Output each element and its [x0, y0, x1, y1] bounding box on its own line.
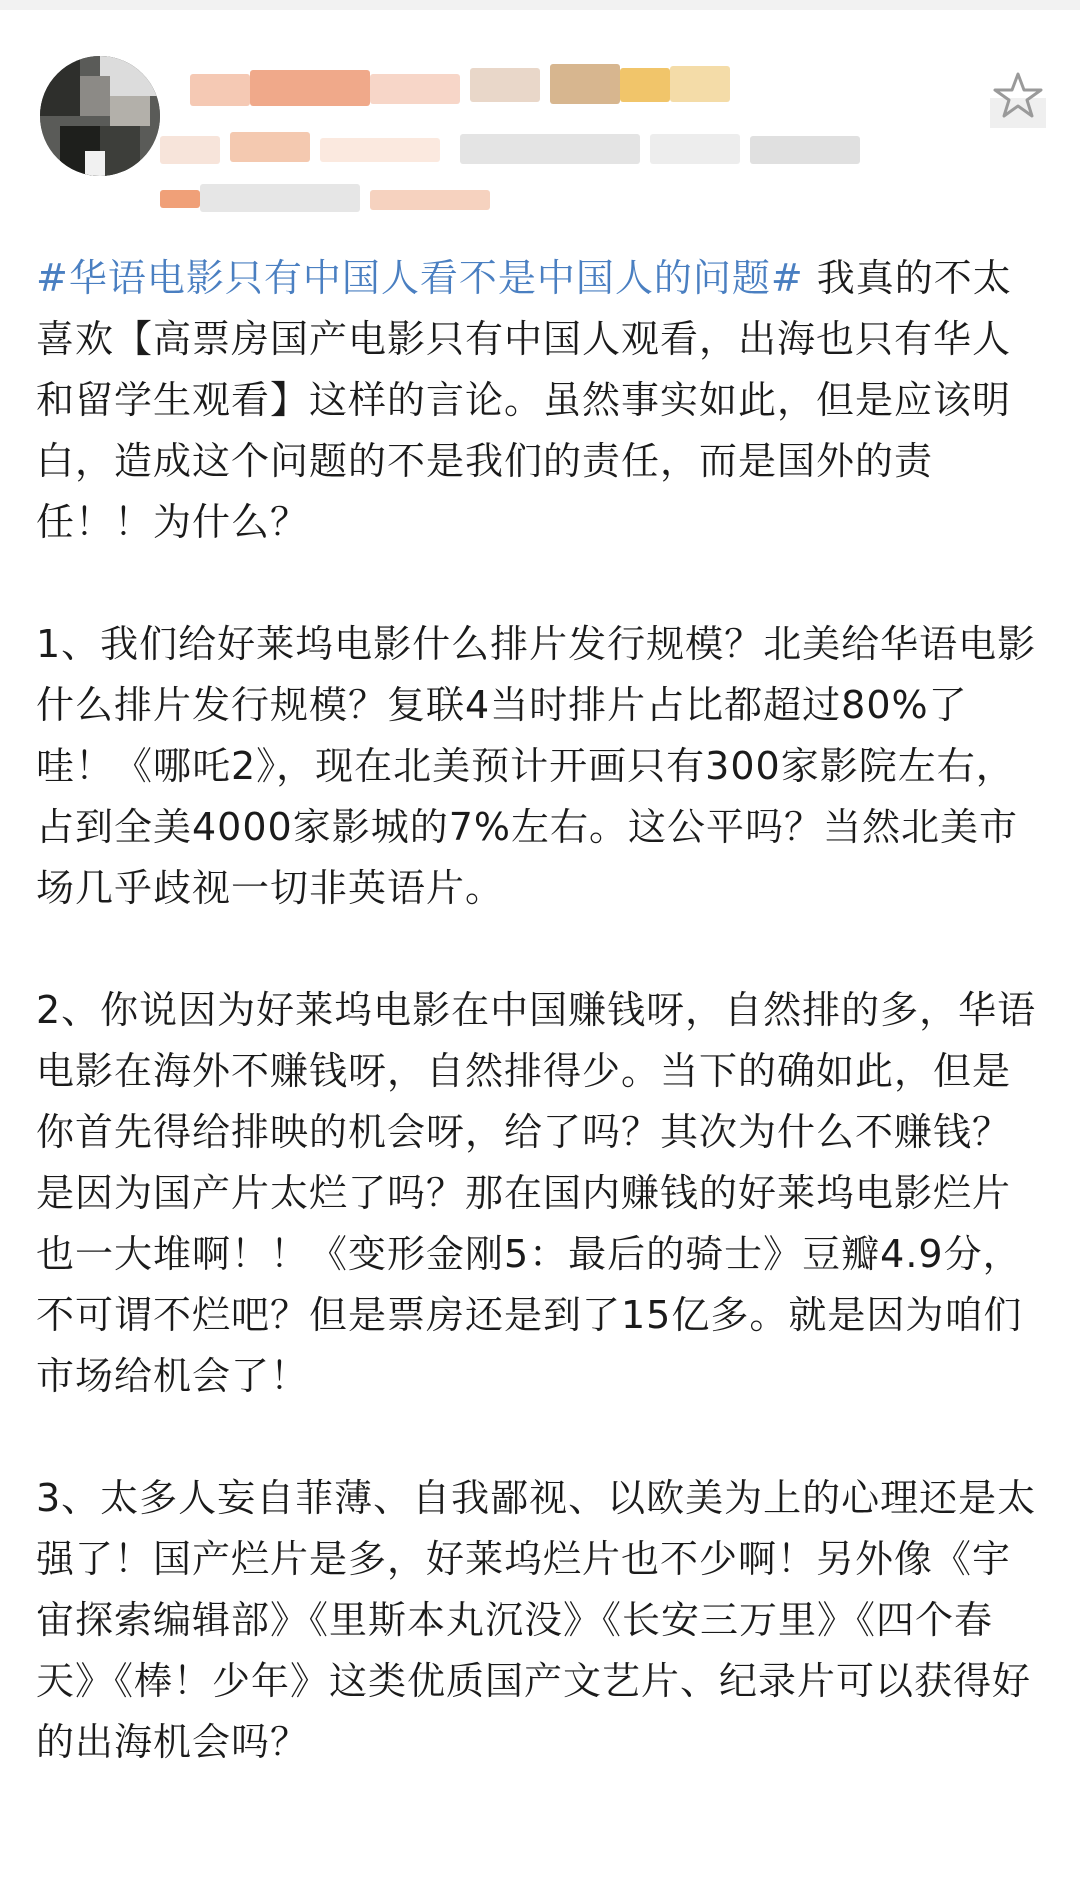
intro-text: 我真的不太喜欢【高票房国产电影只有中国人观看，出海也只有华人和留学生观看】这样的言论。虽然事实如此，但是应该明白，造成这个问题的不是我们的责任，而是国外的责任！！为什么？: [36, 256, 1012, 544]
avatar[interactable]: [40, 56, 160, 176]
paragraph-1: 1、我们给好莱坞电影什么排片发行规模？北美给华语电影什么排片发行规模？复联4当时排片占比都超过80%了哇！《哪吒2》，现在北美预计开画只有300家影院左右，占到全美4000家影城的7%左右。这公平吗？当然北美市场几乎歧视一切非英语片。: [36, 622, 1037, 910]
top-edge: [0, 0, 1080, 10]
post-meta-secondary: [160, 180, 560, 216]
username[interactable]: [190, 60, 750, 112]
post-intro: [36, 248, 1044, 553]
star-outline-icon: [990, 68, 1046, 128]
post-meta: [160, 128, 880, 168]
hashtag-link[interactable]: #华语电影只有中国人看不是中国人的问题#: [36, 256, 804, 300]
favorite-button[interactable]: [990, 68, 1046, 128]
post-header: [0, 10, 1080, 210]
paragraph-3: 3、太多人妄自菲薄、自我鄙视、以欧美为上的心理还是太强了！国产烂片是多，好莱坞烂片也不少啊！另外像《宇宙探索编辑部》《里斯本丸沉没》《长安三万里》《四个春天》《棒！少年》这类优质国产文艺片、纪录片可以获得好的出海机会吗？: [36, 1476, 1037, 1764]
paragraph-2: 2、你说因为好莱坞电影在中国赚钱呀，自然排的多，华语电影在海外不赚钱呀，自然排得少。当下的确如此，但是你首先得给排映的机会呀，给了吗？其次为什么不赚钱？是因为国产片太烂了吗？那在国内赚钱的好莱坞电影烂片也一大堆啊！！《变形金刚5：最后的骑士》豆瓣4.9分，不可谓不烂吧？但是票房还是到了15亿多。就是因为咱们市场给机会了！: [36, 988, 1037, 1398]
post-content: [36, 248, 1044, 1773]
